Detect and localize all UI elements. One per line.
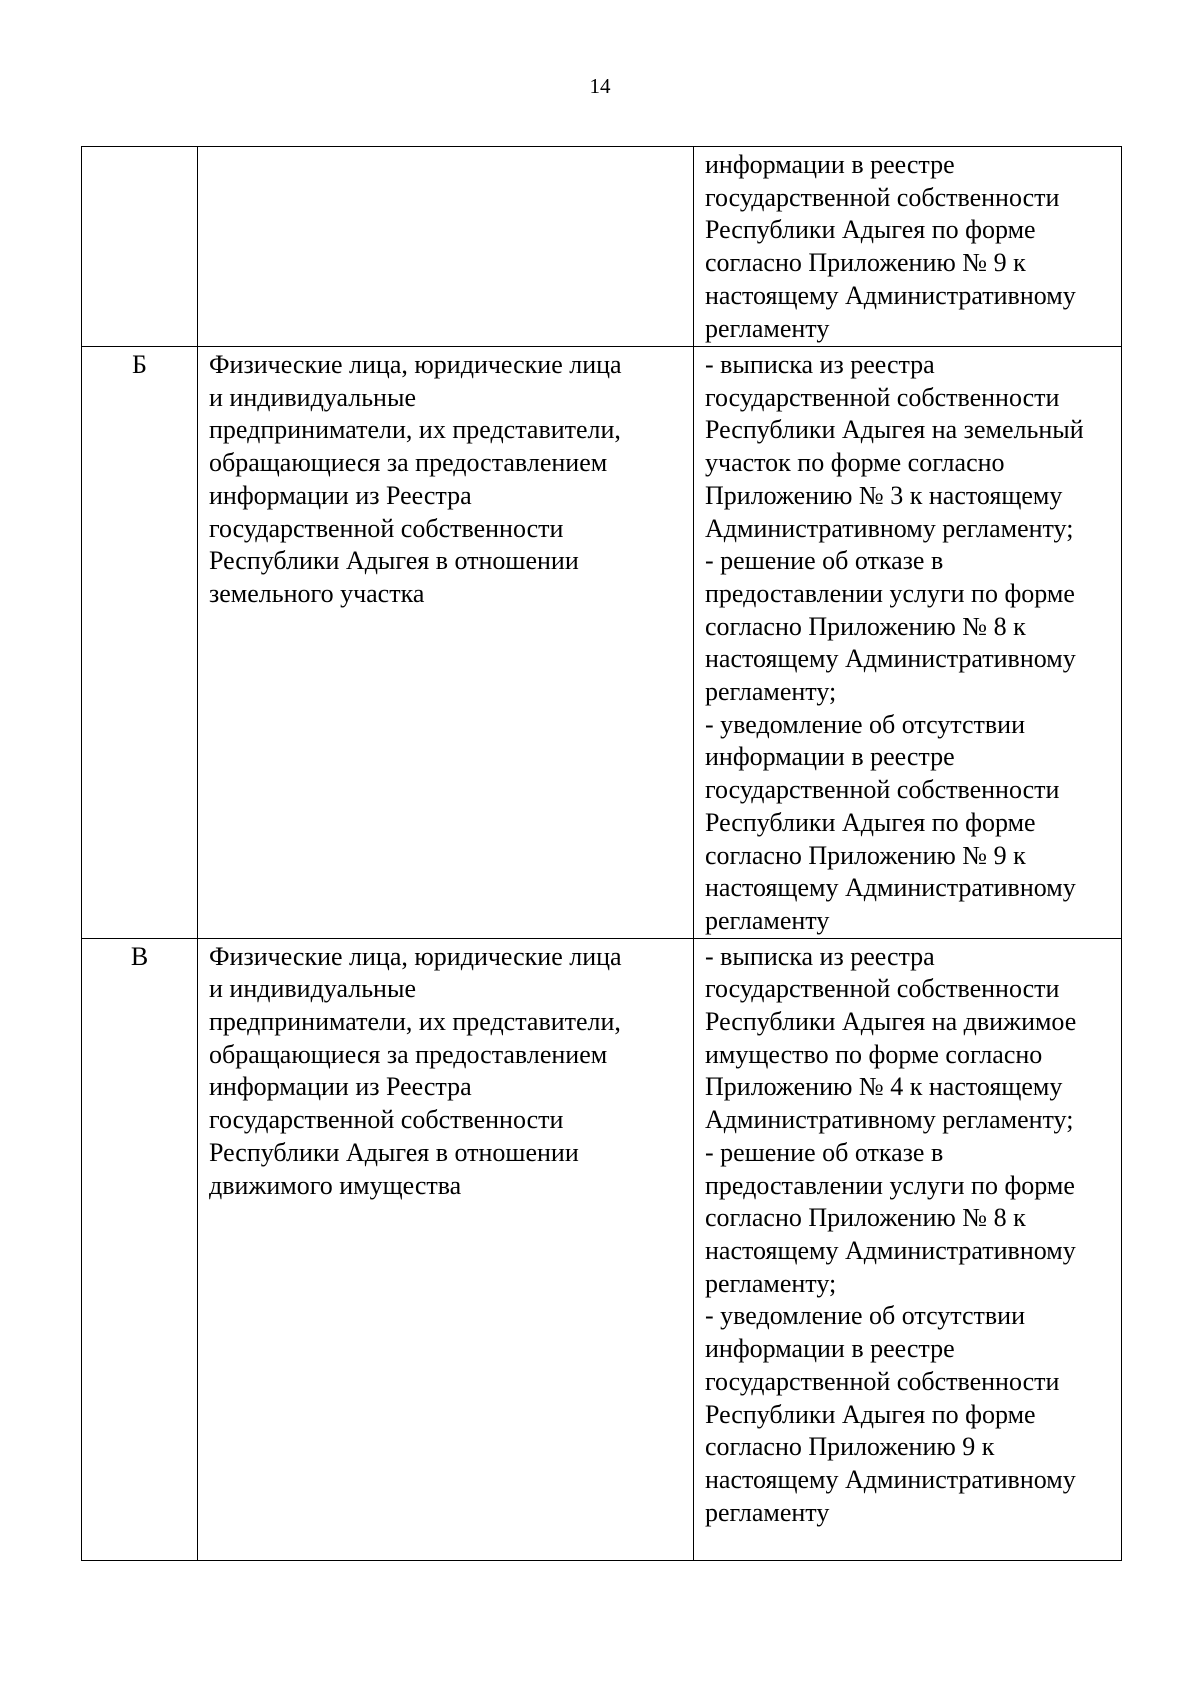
cell-text-line: земельного участка [209, 578, 425, 608]
cell-text-line: и индивидуальные [209, 974, 416, 1004]
cell-text-line: Приложению № 3 к настоящему [705, 480, 1063, 510]
cell-text-line: Физические лица, юридические лица [209, 941, 622, 971]
applicant-cell [198, 347, 694, 939]
cell-text-line: Приложению № 4 к настоящему [705, 1072, 1063, 1102]
cell-text-line: согласно Приложению № 8 к [705, 611, 1026, 641]
cell-text-line: имущество по форме согласно [705, 1039, 1043, 1069]
cell-text-line: согласно Приложению 9 к [705, 1432, 995, 1462]
cell-text-line: обращающиеся за предоставлением [209, 448, 608, 478]
cell-text-line: регламенту; [705, 677, 837, 707]
cell-text-line: Республики Адыгея в отношении [209, 1137, 579, 1167]
applicant-cell [198, 938, 694, 1560]
cell-text-line: Республики Адыгея по форме [705, 215, 1036, 245]
cell-text-line: предприниматели, их представители, [209, 1007, 621, 1037]
cell-text-line: информации из Реестра [209, 480, 472, 510]
cell-text-line: государственной собственности [705, 1366, 1060, 1396]
cell-text-line: - решение об отказе в [705, 1137, 944, 1167]
cell-text-line: движимого имущества [209, 1170, 462, 1200]
cell-text-line: регламенту [705, 1497, 830, 1527]
page-number: 14 [589, 74, 611, 98]
table-row [82, 147, 1122, 347]
cell-text-line: - уведомление об отсутствии [705, 709, 1025, 739]
cell-text-line: Республики Адыгея на земельный [705, 415, 1084, 445]
row-code-cell: Б [82, 347, 198, 939]
cell-text-line: Физические лица, юридические лица [209, 350, 622, 379]
cell-text-line: обращающиеся за предоставлением [209, 1039, 608, 1069]
cell-text-line: информации из Реестра [209, 1072, 472, 1102]
table-row [82, 938, 1122, 1560]
services-table [81, 146, 1122, 1561]
result-cell [694, 938, 1122, 1560]
cell-text-line: регламенту [705, 313, 830, 343]
row-code-cell: В [82, 938, 198, 1560]
cell-text-line: предприниматели, их представители, [209, 415, 621, 445]
cell-text-line: государственной собственности [705, 775, 1060, 805]
cell-text-line: Административному регламенту; [705, 1105, 1074, 1135]
cell-text-line: - решение об отказе в [705, 546, 944, 576]
cell-text-line: информации в реестре [705, 1334, 955, 1364]
row-code-cell [82, 147, 198, 347]
cell-text-line: настоящему Административному [705, 1464, 1076, 1494]
cell-text-line: участок по форме согласно [705, 448, 1005, 478]
result-cell [694, 347, 1122, 939]
cell-text-line: настоящему Административному [705, 873, 1076, 903]
table-row [82, 347, 1122, 939]
applicant-cell [198, 147, 694, 347]
cell-text-line: Республики Адыгея в отношении [209, 546, 579, 576]
cell-text-line: - уведомление об отсутствии [705, 1301, 1025, 1331]
cell-text-line: Республики Адыгея на движимое [705, 1007, 1077, 1037]
cell-text-line: государственной собственности [705, 382, 1060, 412]
cell-text-line: информации в реестре [705, 742, 955, 772]
cell-text-line: Республики Адыгея по форме [705, 1399, 1036, 1429]
cell-text-line: согласно Приложению № 9 к [705, 248, 1026, 278]
cell-text-line: согласно Приложению № 8 к [705, 1203, 1026, 1233]
cell-text-line: регламенту; [705, 1268, 837, 1298]
cell-text-line: государственной собственности [209, 513, 564, 543]
cell-text-line: - выписка из реестра [705, 350, 935, 379]
cell-text-line: согласно Приложению № 9 к [705, 840, 1026, 870]
cell-text-line: настоящему Административному [705, 1235, 1076, 1265]
cell-text-line: предоставлении услуги по форме [705, 578, 1075, 608]
cell-text-line: государственной собственности [705, 182, 1060, 212]
cell-text-line: государственной собственности [705, 974, 1060, 1004]
cell-text-line: - выписка из реестра [705, 941, 935, 971]
cell-text-line: информации в реестре [705, 150, 955, 179]
cell-text-line: настоящему Административному [705, 280, 1076, 310]
cell-text-line: и индивидуальные [209, 382, 416, 412]
cell-text-line: Административному регламенту; [705, 513, 1074, 543]
cell-text-line: государственной собственности [209, 1105, 564, 1135]
cell-text-line: настоящему Административному [705, 644, 1076, 674]
cell-text-line: регламенту [705, 905, 830, 935]
cell-text-line: Республики Адыгея по форме [705, 807, 1036, 837]
cell-text-line: предоставлении услуги по форме [705, 1170, 1075, 1200]
result-cell [694, 147, 1122, 347]
